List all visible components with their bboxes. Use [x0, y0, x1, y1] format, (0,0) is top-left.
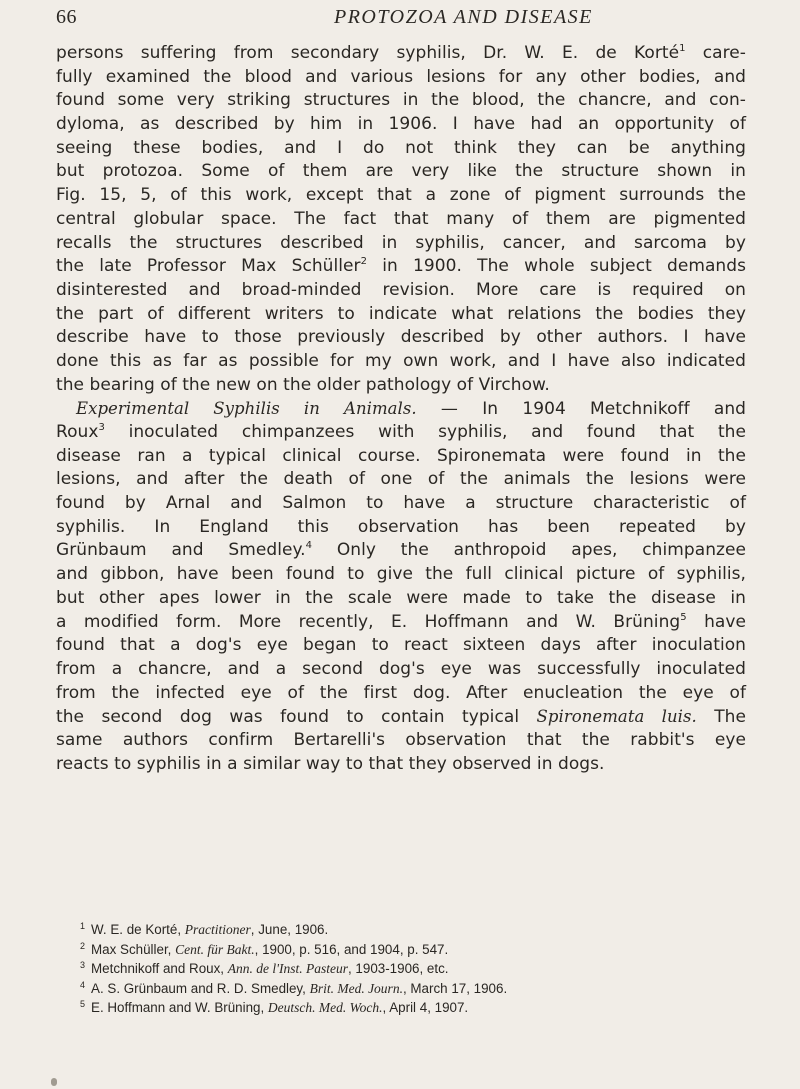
- text-line: central globular space. The fact that many of them are pigmented: [56, 208, 746, 229]
- footnote-ref[interactable]: 3: [98, 422, 105, 433]
- text-line: syphilis. In England this observation has been repeated by: [56, 516, 746, 537]
- text-line: done this as far as possible for my own work, and I have also indicated: [56, 350, 746, 371]
- page-title: PROTOZOA AND DISEASE: [334, 6, 593, 28]
- text-line: the part of different writers to indicate what relations the bodies they: [56, 303, 746, 324]
- text-line: disinterested and broad-minded revision. More care is required on: [56, 279, 746, 300]
- text-line: found some very striking structures in the blood, the chancre, and con-: [56, 90, 746, 111]
- text-line: same authors confirm Bertarelli's observation that the rabbit's eye: [56, 729, 746, 750]
- footnote: $^1$ W. E. de Korté, Practitioner, June, 1906.: [80, 921, 329, 937]
- ink-speck: [51, 1078, 57, 1086]
- body-text: [56, 42, 746, 776]
- footnote: $^3$ Metchnikoff and Roux, Ann. de l'Inst. Pasteur, 1903-1906, etc.: [80, 960, 449, 976]
- text-line: found by Arnal and Salmon to have a structure characteristic of: [56, 493, 746, 514]
- footnote-ref[interactable]: 4: [305, 540, 313, 552]
- text-line: describe have to those previously described by other authors. I have: [56, 327, 746, 348]
- text-line: disease ran a typical clinical course. Spironemata were found in the: [56, 445, 746, 466]
- footnote: $^4$ A. S. Grünbaum and R. D. Smedley, Brit. Med. Journ., March 17, 1906.: [80, 979, 508, 996]
- text-line: seeing these bodies, and I do not think they can be anything: [56, 137, 746, 158]
- text-line: Roux$^3$ inoculated chimpanzees with syphilis, and found that the: [56, 422, 746, 442]
- text-line: but other apes lower in the scale were made to take the disease in: [56, 587, 746, 608]
- species-name: Spironemata luis.: [536, 707, 697, 727]
- text-line: a modified form. More recently, E. Hoffmann and W. Brüning$^5$ have: [56, 611, 746, 632]
- page-number: 66: [56, 6, 77, 28]
- text-line: from a chancre, and a second dog's eye was successfully inoculated: [56, 658, 746, 679]
- text-line: lesions, and after the death of one of the animals the lesions were: [56, 469, 746, 490]
- text-line: fully examined the blood and various lesions for any other bodies, and: [56, 66, 746, 87]
- text-line: dyloma, as described by him in 1906. I have had an opportunity of: [56, 114, 746, 135]
- footnotes: [80, 920, 740, 1018]
- text-line: Grünbaum and Smedley.$^4$ Only the anthropoid apes, chimpanzee: [56, 540, 747, 561]
- section-heading-line: Experimental Syphilis in Animals. — In 1904 Metchnikoff and: [76, 399, 746, 420]
- text-line: reacts to syphilis in a similar way to that they observed in dogs.: [56, 753, 605, 774]
- running-head: [56, 4, 746, 38]
- footnote-ref[interactable]: 5: [680, 611, 687, 623]
- text-line: from the infected eye of the first dog. After enucleation the eye of: [56, 682, 746, 703]
- footnote: $^5$ E. Hoffmann and W. Brüning, Deutsch. Med. Woch., April 4, 1907.: [80, 999, 469, 1015]
- text-line: but protozoa. Some of them are very like the structure shown in: [56, 161, 746, 182]
- text-line: the second dog was found to contain typical Spironemata luis. The: [56, 707, 747, 728]
- text-line: the bearing of the new on the older pathology of Virchow.: [56, 374, 550, 395]
- footnote: $^2$ Max Schüller, Cent. für Bakt., 1900, p. 516, and 1904, p. 547.: [80, 940, 449, 957]
- section-heading: Experimental Syphilis in Animals.: [76, 399, 417, 419]
- footnote-ref[interactable]: 2: [360, 256, 368, 268]
- text-line: and gibbon, have been found to give the full clinical picture of syphilis,: [56, 564, 746, 585]
- text-line: the late Professor Max Schüller$^2$ in 1900. The whole subject demands: [56, 256, 747, 277]
- text-line: recalls the structures described in syphilis, cancer, and sarcoma by: [56, 232, 746, 253]
- text-line: found that a dog's eye began to react sixteen days after inoculation: [56, 635, 746, 656]
- text-line: Fig. 15, 5, of this work, except that a zone of pigment surrounds the: [56, 185, 746, 206]
- footnote-ref[interactable]: 1: [679, 43, 686, 54]
- text-line: persons suffering from secondary syphilis, Dr. W. E. de Korté$^1$ care-: [56, 43, 746, 63]
